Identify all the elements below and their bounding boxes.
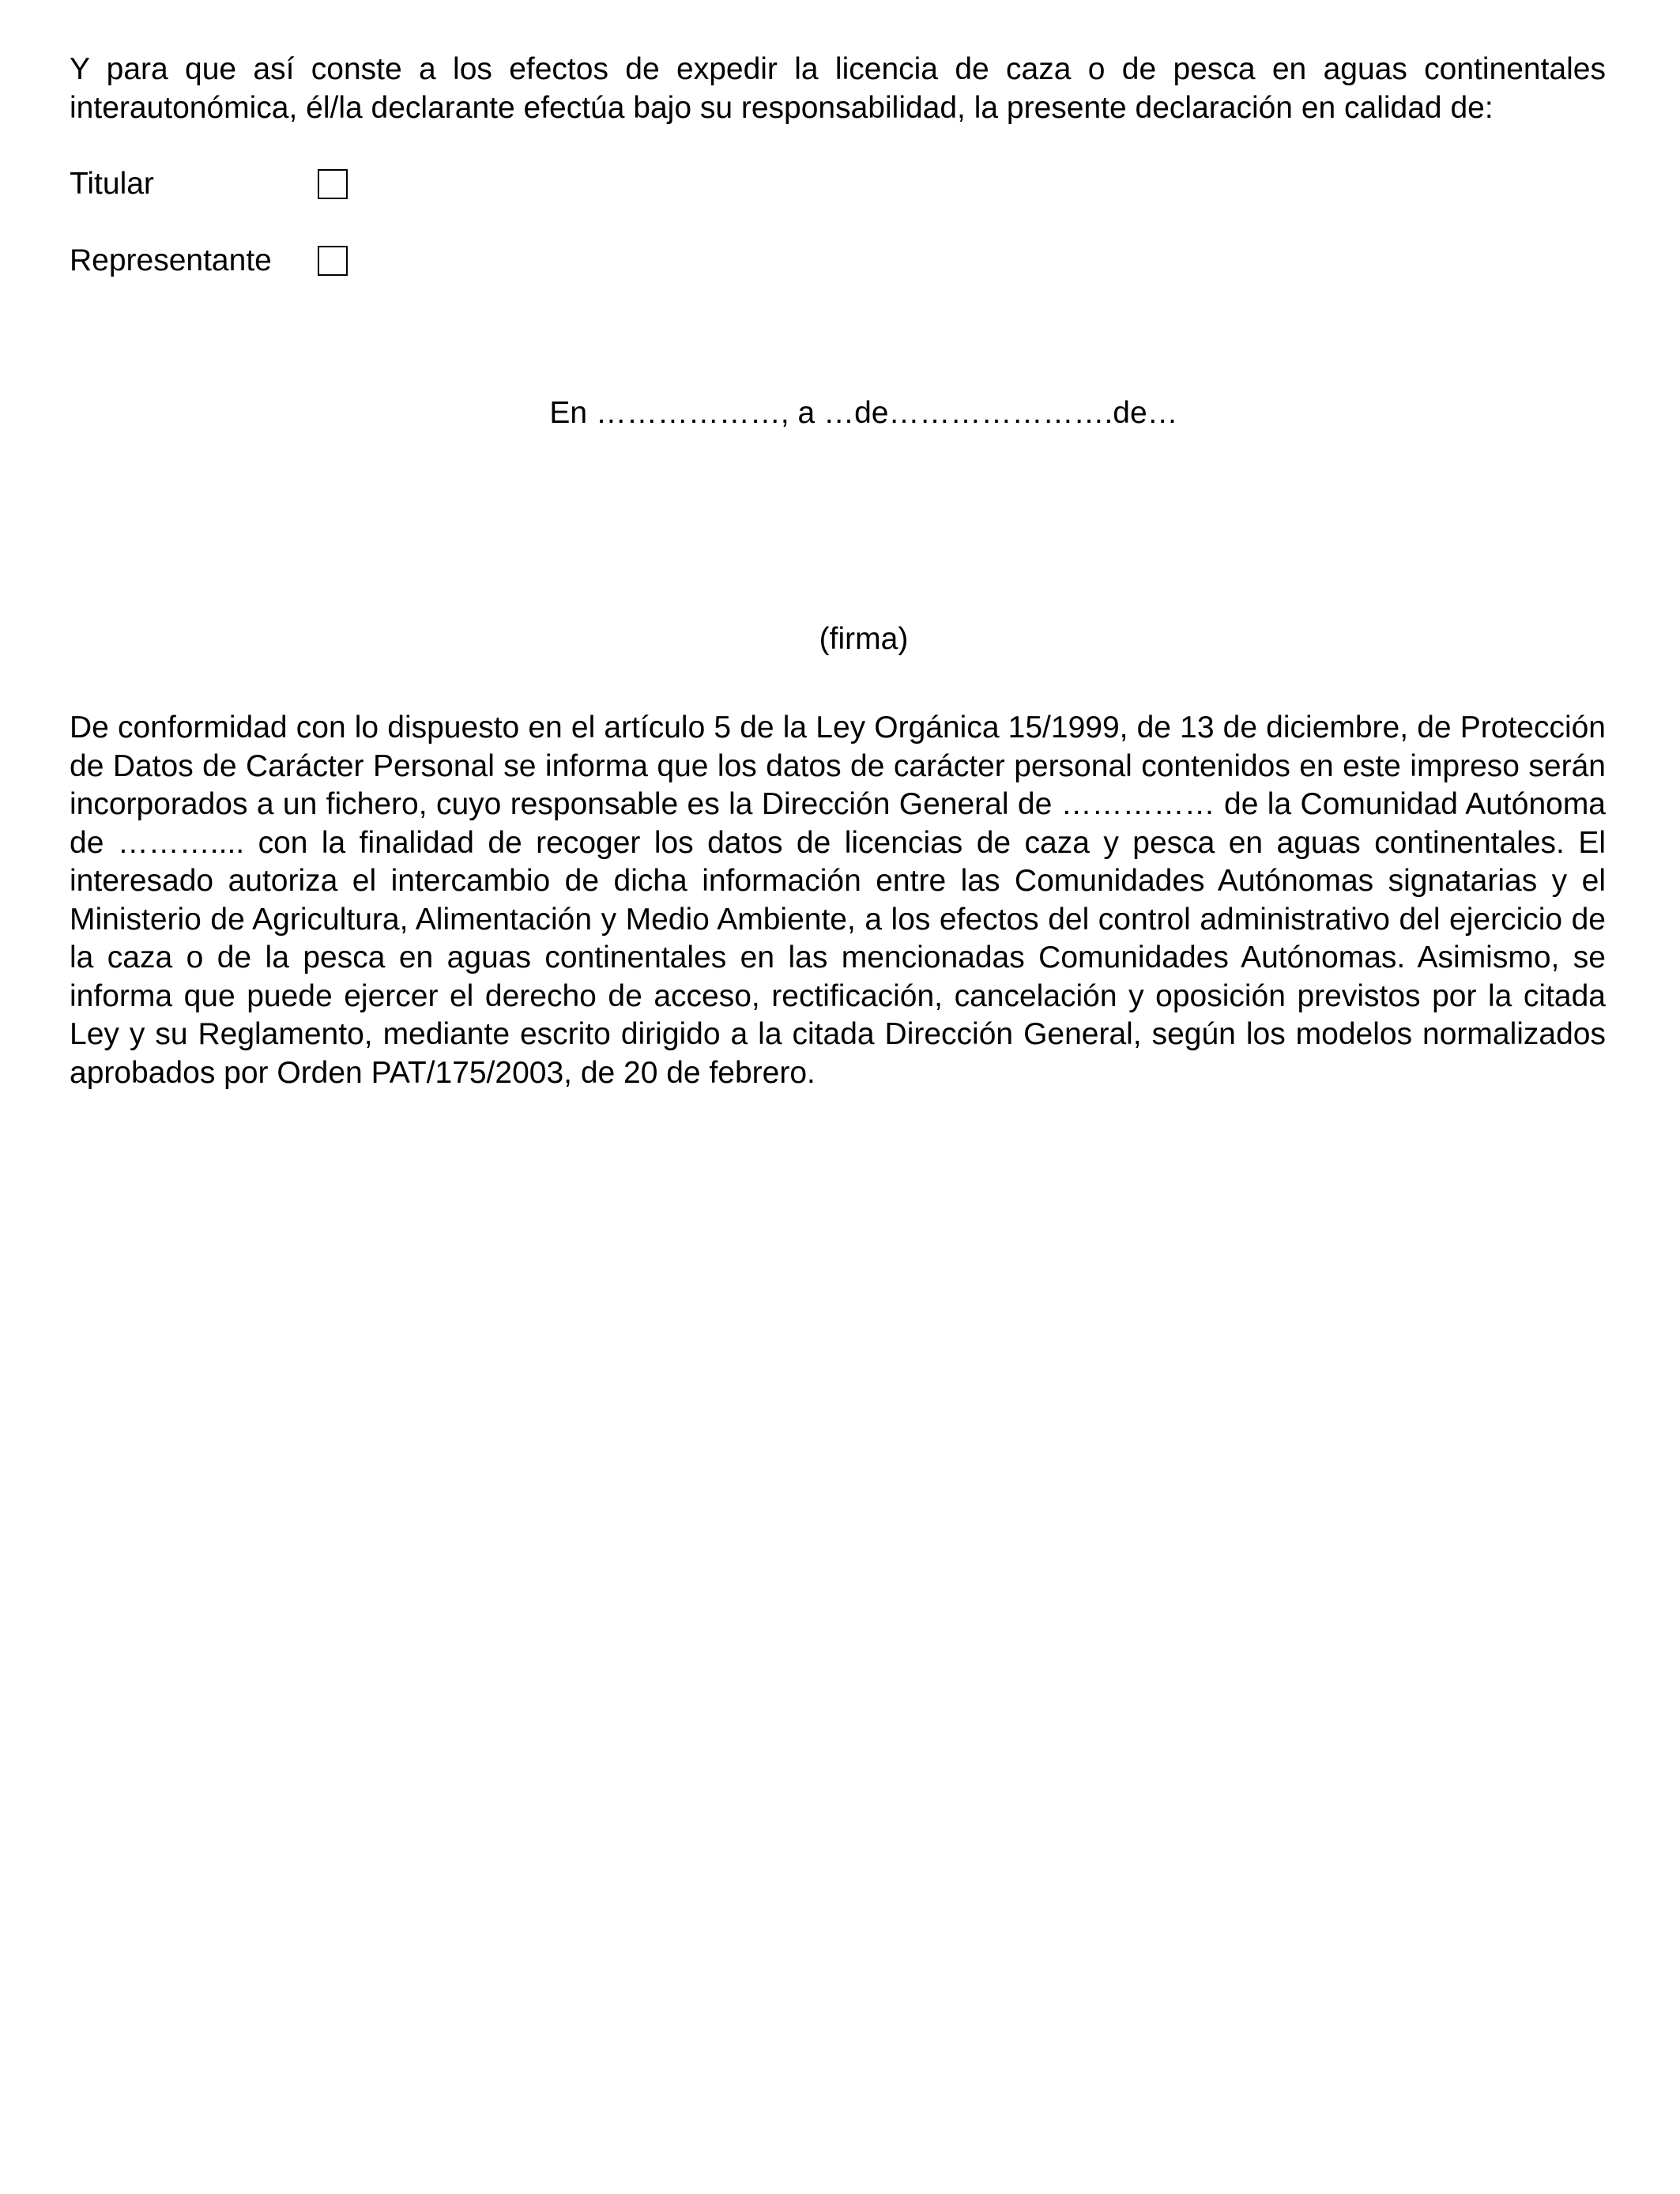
titular-label: Titular xyxy=(70,167,154,201)
representante-checkbox[interactable] xyxy=(318,246,348,276)
representante-label: Representante xyxy=(70,243,272,277)
data-protection-notice: De conformidad con lo dispuesto en el artículo 5 de la Ley Orgánica 15/1999, de 13 de diciembre, de Protección de Datos de Carácter Personal se informa que los datos de carácter personal contenidos en este impreso serán incorporados a un fichero, cuyo responsable es la Dirección General de …………… de la Comunidad Autónoma de ……….... con la finalidad de recoger los datos de licencias de caza y pesca en aguas continentales. El interesado autoriza el intercambio de dicha información entre las Comunidades Autónomas signatarias y el Ministerio de Agricultura, Alimentación y Medio Ambiente, a los efectos del control administrativo del ejercicio de la caza o de la pesca en aguas continentales en las mencionadas Comunidades Autónomas. Asimismo, se informa que puede ejercer el derecho de acceso, rectificación, cancelación y oposición previstos por la citada Ley y su Reglamento, mediante escrito dirigido a la citada Dirección General, según los modelos normalizados aprobados por Orden PAT/175/2003, de 20 de febrero. xyxy=(70,711,1606,1090)
option-row-titular xyxy=(70,164,348,204)
option-row-representante xyxy=(70,241,348,281)
declaration-intro-text: Y para que así conste a los efectos de expedir la licencia de caza o de pesca en aguas continentales interautonómica, él/la declarante efectúa bajo su responsabilidad, la presente declaración en calidad de: xyxy=(70,52,1606,125)
signature-label: (firma) xyxy=(819,622,909,656)
place-date-line: En ………………, a …de………………….de… xyxy=(549,396,1178,430)
titular-checkbox[interactable] xyxy=(318,169,348,199)
